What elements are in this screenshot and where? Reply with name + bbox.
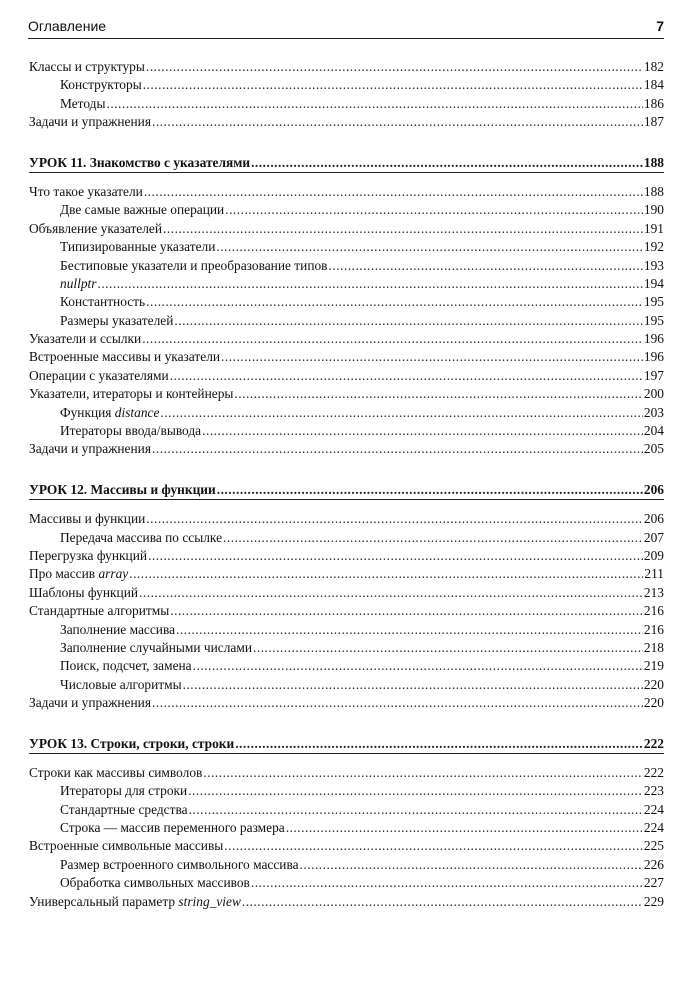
- toc-entry-page: 184: [643, 77, 664, 93]
- dot-leader: [217, 481, 643, 499]
- toc-entry: [29, 404, 664, 422]
- toc-entry-page: 182: [643, 59, 664, 74]
- toc-entry-page: 197: [643, 367, 664, 383]
- dot-leader: [224, 837, 643, 855]
- toc-entry-page: 195: [643, 312, 664, 328]
- toc-lesson-entry: [29, 481, 664, 499]
- toc-entry-page: 211: [644, 566, 664, 582]
- toc-entry: [29, 95, 664, 113]
- dot-leader: [216, 238, 643, 256]
- code-term: nullptr: [60, 275, 97, 291]
- dot-leader: [152, 694, 643, 712]
- toc-entry-title: Встроенные символьные массивы: [29, 838, 224, 854]
- toc-entry: [29, 422, 664, 440]
- toc-entry-title: Итераторы ввода/вывода: [60, 423, 202, 439]
- toc-entry: [29, 856, 664, 874]
- toc-entry-page: 191: [643, 220, 664, 236]
- toc-entry: [29, 238, 664, 256]
- toc-entry-title: Заполнение случайными числами: [60, 639, 252, 655]
- toc-entry-title: Конструкторы: [60, 77, 142, 93]
- toc-entry-title: Передача массива по ссылке: [60, 529, 223, 545]
- toc-entry: [29, 837, 664, 855]
- dot-leader: [146, 293, 643, 311]
- toc-entry-title: Размер встроенного символьного массива: [60, 856, 299, 872]
- toc-entry: [29, 76, 664, 94]
- lesson-divider: [29, 172, 664, 173]
- toc-entry: [29, 220, 664, 238]
- toc-entry-title: Универсальный параметр string_view: [29, 893, 241, 909]
- toc-entry-title: Что такое указатели: [29, 183, 143, 199]
- dot-leader: [129, 565, 643, 583]
- toc-entry-page: 195: [643, 294, 664, 310]
- dot-leader: [203, 764, 643, 782]
- dot-leader: [97, 275, 642, 293]
- toc-entry-page: 196: [643, 331, 664, 347]
- toc-entry: [29, 257, 664, 275]
- toc-entry-title: Про массив array: [29, 566, 129, 582]
- toc-entry-page: 225: [643, 838, 664, 854]
- toc-entry-page: 220: [643, 676, 664, 692]
- dot-leader: [143, 76, 643, 94]
- toc-entry: [29, 183, 664, 201]
- dot-leader: [160, 404, 642, 422]
- toc-entry-title: [60, 275, 96, 293]
- toc-entry-page: 207: [643, 529, 664, 545]
- toc-entry: [29, 584, 664, 602]
- toc-entry-title: Перегрузка функций: [29, 547, 148, 563]
- toc-entry-page: 187: [643, 114, 664, 130]
- toc-entry: [29, 801, 664, 819]
- toc-entry: [29, 113, 664, 131]
- dot-leader: [152, 113, 643, 131]
- toc-entry-page: 227: [643, 875, 664, 891]
- toc-entry-title: Итераторы для строки: [60, 783, 188, 799]
- dot-leader: [202, 422, 643, 440]
- toc-entry-title: Классы и структуры: [29, 59, 145, 74]
- toc-entry-page: 192: [643, 239, 664, 255]
- toc-entry-page: 200: [643, 386, 664, 402]
- header-title: Оглавление: [28, 18, 107, 34]
- toc-entry: [29, 275, 664, 293]
- toc-entry: [29, 639, 664, 657]
- toc-entry-page: 219: [643, 658, 664, 674]
- dot-leader: [146, 58, 643, 76]
- toc-entry-page: 222: [643, 735, 664, 751]
- toc-entry: [29, 440, 664, 458]
- toc-entry-page: 222: [643, 764, 664, 780]
- dot-leader: [144, 183, 643, 201]
- header-page-number: 7: [656, 18, 664, 34]
- toc-entry-page: 203: [643, 404, 664, 420]
- toc-entry: [29, 348, 664, 366]
- toc-entry-title: Указатели и ссылки: [29, 331, 142, 347]
- toc-entry-page: 206: [643, 481, 664, 497]
- dot-leader: [286, 819, 643, 837]
- dot-leader: [188, 782, 643, 800]
- toc-entry: [29, 565, 664, 583]
- toc-entry-title: Константность: [60, 294, 146, 310]
- toc-entry-page: 190: [643, 202, 664, 218]
- toc-entry-title: Шаблоны функций: [29, 584, 139, 600]
- toc-entry: [29, 367, 664, 385]
- dot-leader: [234, 385, 643, 403]
- toc-entry: [29, 330, 664, 348]
- dot-leader: [253, 639, 643, 657]
- toc-entry: [29, 694, 664, 712]
- dot-leader: [189, 801, 643, 819]
- toc-entry: [29, 676, 664, 694]
- toc-entry-page: 205: [643, 441, 664, 457]
- toc-entry-page: 188: [643, 183, 664, 199]
- code-term: distance: [114, 404, 160, 420]
- toc-entry-page: 206: [643, 511, 664, 527]
- toc-entry-page: 223: [643, 783, 664, 799]
- toc-entry-title: Методы: [60, 95, 106, 111]
- dot-leader: [142, 330, 643, 348]
- toc-entry-title: Размеры указателей: [60, 312, 174, 328]
- toc-entry-page: 193: [643, 257, 664, 273]
- dot-leader: [300, 856, 643, 874]
- toc-entry-title: Массивы и функции: [29, 511, 146, 527]
- table-of-contents: [29, 58, 664, 911]
- toc-entry-title: Бестиповые указатели и преобразование типов: [60, 257, 328, 273]
- toc-lesson-entry: [29, 735, 664, 753]
- toc-entry-title: УРОК 11. Знакомство с указателями: [29, 154, 251, 170]
- toc-entry-title: Операции с указателями: [29, 367, 169, 383]
- toc-entry-page: 186: [643, 95, 664, 111]
- running-header: [28, 12, 664, 39]
- spacer: [29, 503, 664, 510]
- toc-entry: [29, 529, 664, 547]
- toc-entry-title: Строка — массив переменного размера: [60, 820, 285, 836]
- toc-entry-title: УРОК 13. Строки, строки, строки: [29, 735, 235, 751]
- toc-entry-title: Обработка символьных массивов: [60, 875, 250, 891]
- toc-entry-title: УРОК 12. Массивы и функции: [29, 481, 216, 497]
- dot-leader: [242, 893, 643, 911]
- toc-entry-title: Стандартные алгоритмы: [29, 603, 170, 619]
- toc-entry-page: 224: [643, 801, 664, 817]
- dot-leader: [146, 510, 643, 528]
- toc-entry-page: 209: [643, 547, 664, 563]
- toc-entry-title: Числовые алгоритмы: [60, 676, 182, 692]
- toc-entry: [29, 764, 664, 782]
- dot-leader: [251, 874, 643, 892]
- toc-entry-title: Две самые важные операции: [60, 202, 225, 218]
- toc-entry-title: Задачи и упражнения: [29, 441, 151, 457]
- toc-entry-page: 216: [643, 621, 664, 637]
- toc-entry-title: Строки как массивы символов: [29, 764, 203, 780]
- toc-entry: [29, 782, 664, 800]
- dot-leader: [163, 220, 643, 238]
- dot-leader: [221, 348, 643, 366]
- dot-leader: [329, 257, 643, 275]
- toc-entry: [29, 819, 664, 837]
- dot-leader: [225, 201, 643, 219]
- toc-entry-title: Функция distance: [60, 404, 160, 420]
- dot-leader: [170, 367, 643, 385]
- toc-entry-title: Задачи и упражнения: [29, 695, 151, 711]
- toc-entry-title: Задачи и упражнения: [29, 114, 151, 130]
- toc-entry: [29, 602, 664, 620]
- toc-lesson-entry: [29, 154, 664, 172]
- toc-entry-page: 194: [643, 275, 664, 291]
- toc-entry: [29, 657, 664, 675]
- toc-entry: [29, 874, 664, 892]
- code-term: string_view: [178, 893, 241, 909]
- toc-entry-page: 204: [643, 423, 664, 439]
- toc-entry-page: 229: [643, 893, 664, 909]
- dot-leader: [152, 440, 643, 458]
- toc-entry-page: 226: [643, 856, 664, 872]
- code-term: array: [98, 566, 129, 582]
- dot-leader: [176, 621, 643, 639]
- dot-leader: [170, 602, 643, 620]
- dot-leader: [183, 676, 643, 694]
- dot-leader: [139, 584, 643, 602]
- dot-leader: [251, 154, 643, 172]
- toc-entry-title: Встроенные массивы и указатели: [29, 349, 221, 365]
- toc-entry: [29, 510, 664, 528]
- toc-entry: [29, 621, 664, 639]
- dot-leader: [106, 95, 642, 113]
- toc-entry-page: 220: [643, 695, 664, 711]
- toc-entry-title: Указатели, итераторы и контейнеры: [29, 386, 234, 402]
- toc-entry: [29, 58, 664, 76]
- spacer: [29, 757, 664, 764]
- dot-leader: [174, 312, 643, 330]
- dot-leader: [235, 735, 643, 753]
- toc-entry: [29, 547, 664, 565]
- dot-leader: [223, 529, 643, 547]
- toc-entry-page: 188: [643, 154, 664, 170]
- toc-entry-title: Стандартные средства: [60, 801, 188, 817]
- dot-leader: [148, 547, 643, 565]
- lesson-divider: [29, 499, 664, 500]
- toc-entry-page: 216: [643, 603, 664, 619]
- dot-leader: [193, 657, 643, 675]
- toc-entry-page: 196: [643, 349, 664, 365]
- toc-entry-page: 213: [643, 584, 664, 600]
- toc-entry-page: 218: [643, 639, 664, 655]
- toc-entry-title: Заполнение массива: [60, 621, 176, 637]
- toc-entry: [29, 312, 664, 330]
- lesson-divider: [29, 753, 664, 754]
- toc-entry: [29, 201, 664, 219]
- toc-entry-title: Типизированные указатели: [60, 239, 216, 255]
- toc-entry: [29, 293, 664, 311]
- toc-entry: [29, 385, 664, 403]
- toc-entry-title: Поиск, подсчет, замена: [60, 658, 192, 674]
- spacer: [29, 176, 664, 183]
- toc-entry-page: 224: [643, 820, 664, 836]
- toc-entry-title: Объявление указателей: [29, 220, 163, 236]
- toc-entry: [29, 893, 664, 911]
